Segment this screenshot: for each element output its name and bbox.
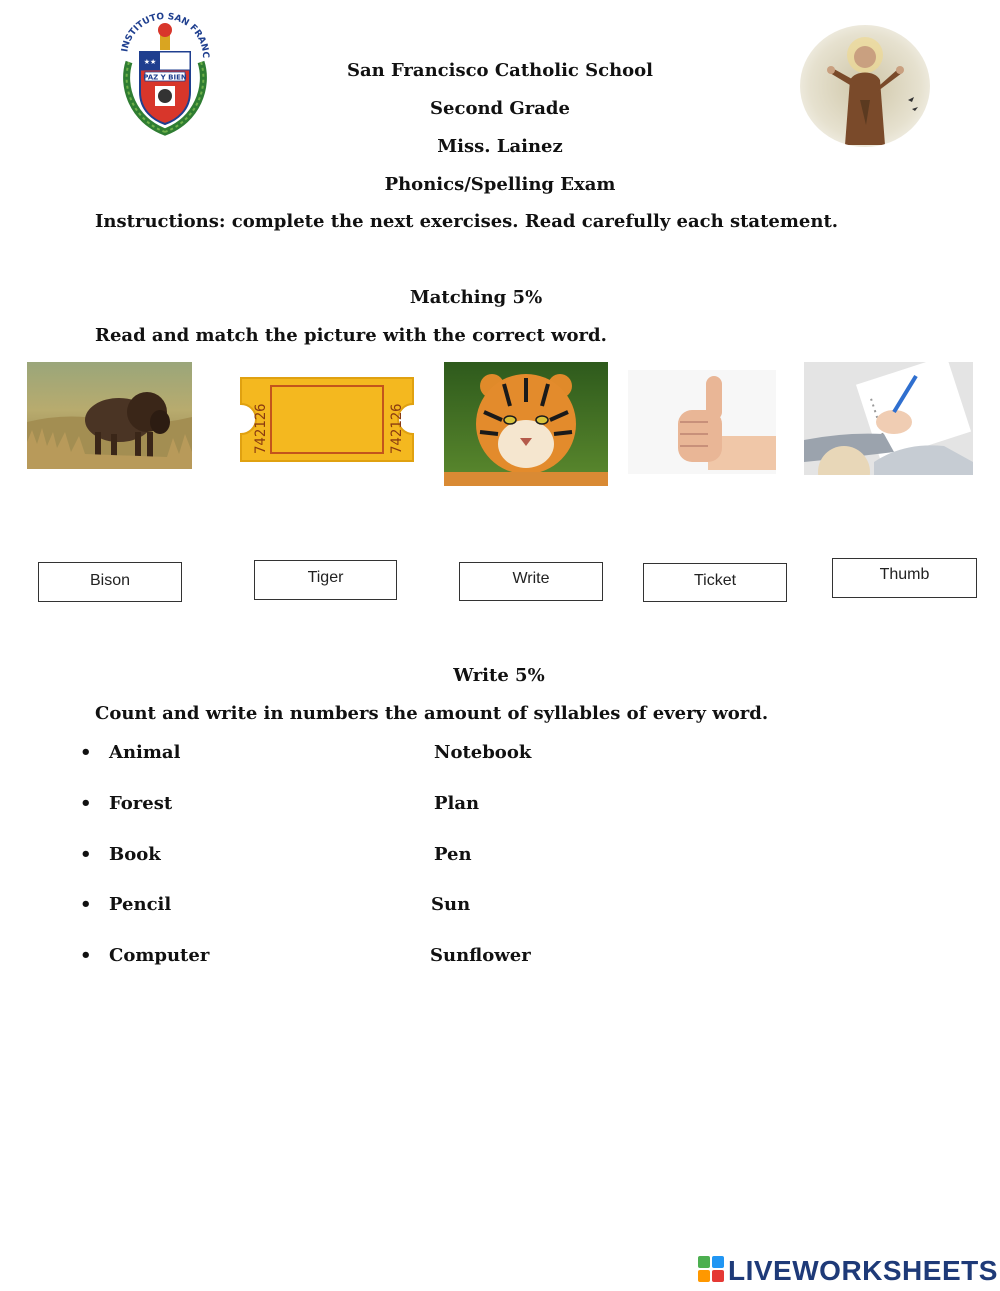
bullet-1: •	[80, 742, 92, 763]
word-right-5: Sunflower	[430, 945, 531, 966]
word-box-thumb[interactable]: Thumb	[832, 558, 977, 598]
word-left-2: Forest	[109, 793, 173, 814]
exam-title: Phonics/Spelling Exam	[384, 174, 616, 195]
liveworksheets-logo-icon	[698, 1256, 724, 1286]
grade-label: Second Grade	[430, 98, 570, 119]
word-box-write[interactable]: Write	[459, 562, 603, 601]
liveworksheets-brand[interactable]	[698, 1254, 998, 1288]
writing-picture[interactable]	[804, 362, 973, 475]
bullet-3: •	[80, 844, 92, 865]
word-left-5: Computer	[109, 945, 210, 966]
write-title: Write 5%	[453, 665, 545, 686]
tiger-picture[interactable]	[444, 362, 608, 486]
school-name: San Francisco Catholic School	[346, 60, 654, 81]
word-left-4: Pencil	[109, 894, 172, 915]
ticket-number-left: 742126	[253, 403, 269, 454]
liveworksheets-wordmark: LIVEWORKSHEETS	[728, 1255, 998, 1286]
instructions-text: Instructions: complete the next exercises. Read carefully each statement.	[95, 211, 839, 232]
bullet-2: •	[80, 793, 92, 814]
matching-instruction: Read and match the picture with the correct word.	[95, 325, 607, 346]
bullet-5: •	[80, 945, 92, 966]
word-box-tiger[interactable]: Tiger	[254, 560, 397, 600]
crest-motto: PAZ Y BIEN	[143, 73, 187, 82]
word-box-bison[interactable]: Bison	[38, 562, 182, 602]
word-left-3: Book	[109, 844, 161, 865]
word-box-ticket[interactable]: Ticket	[643, 563, 787, 602]
word-right-3: Pen	[434, 844, 472, 865]
crest-ring-text: INSTITUTO SAN FRANC	[120, 12, 211, 59]
bullet-4: •	[80, 894, 92, 915]
word-left-1: Animal	[109, 742, 181, 763]
word-right-2: Plan	[434, 793, 480, 814]
write-instruction: Count and write in numbers the amount of syllables of every word.	[95, 703, 769, 724]
thumbs-up-picture[interactable]	[628, 370, 776, 474]
word-right-1: Notebook	[434, 742, 532, 763]
word-right-4: Sun	[431, 894, 471, 915]
ticket-number-right: 742126	[389, 403, 405, 454]
teacher-name: Miss. Lainez	[437, 136, 563, 157]
bison-picture[interactable]	[27, 362, 192, 469]
matching-title: Matching 5%	[409, 287, 543, 308]
saint-francis-portrait	[800, 25, 930, 147]
svg-text:★★: ★★	[143, 58, 157, 66]
ticket-picture[interactable]	[237, 374, 417, 465]
